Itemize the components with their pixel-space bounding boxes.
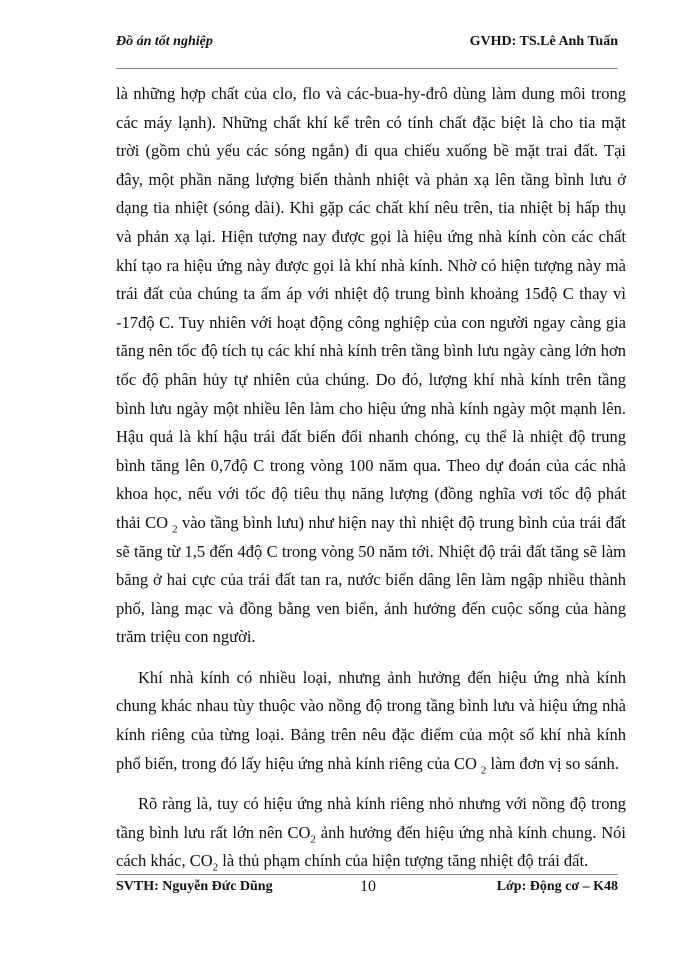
paragraph-2 xyxy=(116,664,626,778)
footer-class: Lớp: Động cơ – K48 xyxy=(496,879,618,894)
paragraph-2-text: Khí nhà kính có nhiều loại, nhưng ảnh hưởng đến hiệu ứng nhà kính chung khác nhau tùy thuộc vào nồng độ trong tầng bình lưu và hiệu ứng nhà kính riêng của từng loại. Bảng trên nêu đặc điểm của một số khí nhà kính phổ biến, trong đó lấy hiệu ứng nhà kính riêng của CO xyxy=(116,667,626,773)
paragraph-3-text-b: ảnh hưởng đến hiệu ứng nhà kính chung. Nói cách khác, CO xyxy=(116,822,626,871)
header-supervisor: GVHD: TS.Lê Anh Tuấn xyxy=(469,34,618,49)
co2-subscript: 2 xyxy=(212,861,219,874)
paragraph-2-text-cont: làm đơn vị so sánh. xyxy=(486,753,619,773)
paragraph-1-text: là những hợp chất của clo, flo và các-bua-hy-đrô dùng làm dung môi trong các máy lạnh). Những chất khí kể trên có tính chất đặc biệt là cho tia mặt trời (gồm chủ yếu các sóng ngắn) đi qua chiếu xuống bề mặt trai đất. Tại đây, một phần năng lượng biến thành nhiệt và phản xạ lên tầng bình lưu ở dạng tia nhiệt (sóng dài). Khi gặp các chất khí nêu trên, tia nhiệt bị hấp thụ và phản xạ lại. Hiện tượng nay được gọi là hiệu ứng nhà kính còn các chất khí tạo ra hiệu ứng này được gọi là khí nhà kính. Nhờ có hiện tượng này mà trái đất của chúng ta ấm áp với nhiệt độ trung bình khoảng 15độ C thay vì -17độ C. Tuy nhiên với hoạt động công nghiệp của con người ngay càng gia tăng nên tốc độ tích tụ các khí nhà kính trên tầng bình lưu ngày càng lớn hơn tốc độ phân hủy tự nhiên của chúng. Do đó, lượng khí nhà kính trên tầng bình lưu ngày một nhiều lên làm cho hiệu ứng nhà kính ngày một mạnh lên. Hậu quả là khí hậu trái đất biến đổi nhanh chóng, cụ thể là nhiệt độ trung bình tăng lên 0,7độ C trong vòng 100 năm qua. Theo dự đoán của các nhà khoa học, nếu với tốc độ tiêu thụ năng lượng (đồng nghĩa vơi tốc độ phát thải CO xyxy=(116,84,626,532)
co2-subscript: 2 xyxy=(310,833,316,846)
paragraph-1-text-cont: vào tầng bình lưu) như hiện nay thì nhiệt độ trung bình của trái đất sẽ tăng từ 1,5 đến 4độ C trong vòng 50 năm tới. Nhiệt độ trái đất tăng sẽ làm băng ở hai cực của trái đất tan ra, nước biển dâng lên làm ngập nhiều thành phố, làng mạc và đồng bằng ven biển, ảnh hưởng đến cuộc sống của hàng trăm triệu con người. xyxy=(116,512,626,647)
page-number: 10 xyxy=(360,878,376,895)
page-body xyxy=(116,80,626,876)
paragraph-3 xyxy=(116,790,626,876)
footer-student: SVTH: Nguyễn Đức Dũng xyxy=(116,879,273,894)
header-document-title: Đồ án tốt nghiệp xyxy=(116,34,213,49)
co2-subscript: 2 xyxy=(172,523,178,536)
page-footer xyxy=(116,874,618,905)
paragraph-3-text-a: Rõ ràng là, tuy có hiệu ứng nhà kính riêng nhỏ nhưng với nồng độ trong tầng bình lưu rất lớn nên CO xyxy=(116,794,626,842)
co2-subscript: 2 xyxy=(480,763,487,776)
page-header xyxy=(116,28,618,69)
paragraph-1 xyxy=(116,80,626,652)
paragraph-3-text-c: là thủ phạm chính của hiện tượng tăng nhiệt độ trái đất. xyxy=(218,851,589,871)
